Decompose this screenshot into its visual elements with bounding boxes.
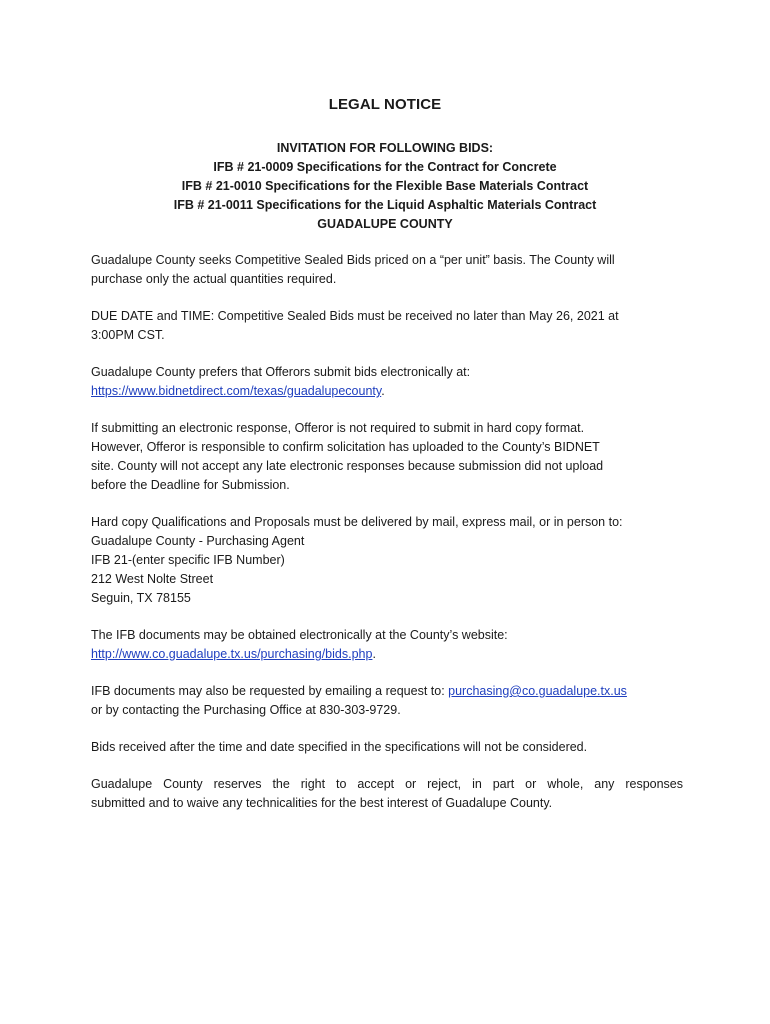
paragraph-line: If submitting an electronic response, Offeror is not required to submit in hard copy format. bbox=[91, 421, 585, 435]
purchasing-email-link[interactable]: purchasing@co.guadalupe.tx.us bbox=[448, 684, 627, 698]
paragraph-line: 3:00PM CST. bbox=[91, 328, 165, 342]
paragraph-line: The IFB documents may be obtained electronically at the County’s website: bbox=[91, 628, 508, 642]
paragraph-line bbox=[91, 382, 683, 401]
paragraph-email-request bbox=[91, 682, 683, 720]
paragraph-line: or by contacting the Purchasing Office at 830-303-9729. bbox=[91, 703, 401, 717]
paragraph-late-bids bbox=[91, 738, 683, 757]
heading-line-county: GUADALUPE COUNTY bbox=[317, 217, 453, 231]
paragraph-line bbox=[91, 645, 683, 664]
paragraph-line bbox=[91, 682, 683, 701]
link-period: . bbox=[381, 384, 385, 398]
paragraph-line: However, Offeror is responsible to confirm solicitation has uploaded to the County’s BIDNET bbox=[91, 440, 600, 454]
paragraph-electronic-submission bbox=[91, 363, 683, 401]
paragraph-line: purchase only the actual quantities required. bbox=[91, 272, 337, 286]
paragraph-line: Guadalupe County seeks Competitive Sealed Bids priced on a “per unit” basis. The County will bbox=[91, 253, 615, 267]
paragraph-line: Guadalupe County reserves the right to accept or reject, in part or whole, any responses bbox=[91, 777, 683, 791]
paragraph-line: before the Deadline for Submission. bbox=[91, 478, 290, 492]
paragraph-due-date bbox=[91, 307, 683, 345]
email-lead-text: IFB documents may also be requested by emailing a request to: bbox=[91, 684, 449, 698]
notice-body bbox=[91, 251, 683, 831]
bid-invitation-heading bbox=[0, 139, 770, 234]
address-line: Seguin, TX 78155 bbox=[91, 591, 191, 605]
address-line: Guadalupe County - Purchasing Agent bbox=[91, 534, 305, 548]
paragraph-line: site. County will not accept any late electronic responses because submission did not upload bbox=[91, 459, 604, 473]
paragraph-reserves-right bbox=[91, 775, 683, 813]
paragraph-electronic-response bbox=[91, 419, 683, 495]
link-period: . bbox=[372, 647, 376, 661]
paragraph-line: Bids received after the time and date specified in the specifications will not be considered. bbox=[91, 740, 588, 754]
paragraph-hard-copy-address bbox=[91, 513, 683, 608]
heading-line-ifb-0011: IFB # 21-0011 Specifications for the Liquid Asphaltic Materials Contract bbox=[173, 198, 597, 212]
heading-line-invitation: INVITATION FOR FOLLOWING BIDS: bbox=[276, 141, 494, 155]
bidnet-link[interactable]: https://www.bidnetdirect.com/texas/guadalupecounty bbox=[91, 384, 382, 398]
paragraph-line: Guadalupe County prefers that Offerors submit bids electronically at: bbox=[91, 365, 471, 379]
notice-title: LEGAL NOTICE bbox=[328, 96, 442, 113]
paragraph-website bbox=[91, 626, 683, 664]
heading-line-ifb-0010: IFB # 21-0010 Specifications for the Flexible Base Materials Contract bbox=[181, 179, 589, 193]
county-bids-link[interactable]: http://www.co.guadalupe.tx.us/purchasing/bids.php bbox=[91, 647, 373, 661]
address-line: 212 West Nolte Street bbox=[91, 572, 214, 586]
heading-line-ifb-0009: IFB # 21-0009 Specifications for the Contract for Concrete bbox=[213, 160, 557, 174]
address-line: IFB 21-(enter specific IFB Number) bbox=[91, 553, 285, 567]
paragraph-line: Hard copy Qualifications and Proposals must be delivered by mail, express mail, or in person to: bbox=[91, 515, 623, 529]
paragraph-line: submitted and to waive any technicalities for the best interest of Guadalupe County. bbox=[91, 796, 553, 810]
paragraph-line: DUE DATE and TIME: Competitive Sealed Bids must be received no later than May 26, 2021 at bbox=[91, 309, 619, 323]
paragraph-bid-basis bbox=[91, 251, 683, 289]
